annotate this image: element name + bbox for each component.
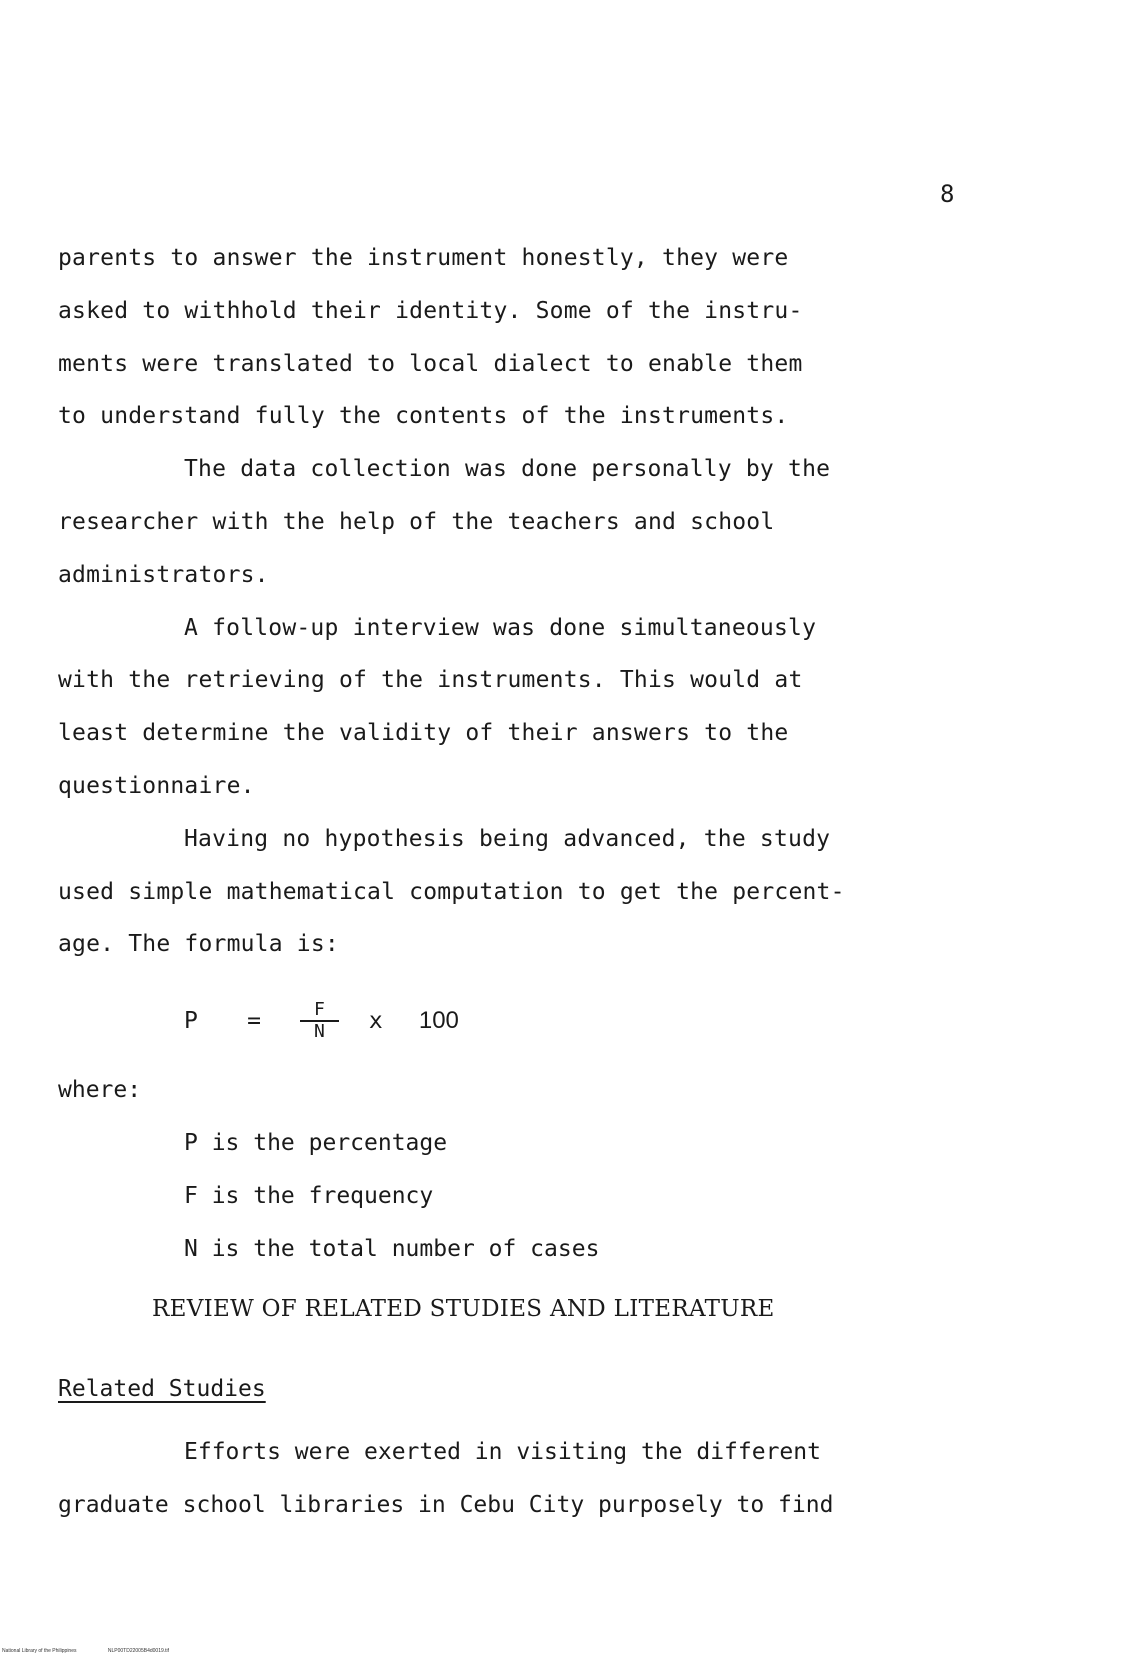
formula-lhs: P xyxy=(184,1008,198,1034)
paragraph-3-line-3: least determine the validity of their answers to the xyxy=(58,720,789,747)
footer-library: National Library of the Philippines xyxy=(2,1648,77,1654)
definition-f: F is the frequency xyxy=(184,1182,434,1209)
paragraph-1-line-4: to understand fully the contents of the instruments. xyxy=(58,403,789,430)
paragraph-1-line-1: parents to answer the instrument honestly, they were xyxy=(58,245,789,271)
formula-constant: 100 xyxy=(418,1007,459,1034)
paragraph-4-line-3: age. The formula is: xyxy=(58,931,339,958)
page-number: 8 xyxy=(940,180,955,208)
body-text xyxy=(58,232,978,971)
formula-equals: = xyxy=(247,1008,261,1034)
paragraph-3-line-2: with the retrieving of the instruments. This would at xyxy=(58,667,803,694)
paragraph-4-line-2: used simple mathematical computation to get the percent- xyxy=(58,878,845,905)
where-label: where: xyxy=(58,1077,142,1103)
closing-line-1: Efforts were exerted in visiting the different xyxy=(184,1439,821,1465)
paragraph-2-line-3: administrators. xyxy=(58,561,269,588)
closing-paragraph xyxy=(58,1426,833,1532)
percentage-formula xyxy=(184,995,459,1047)
closing-line-2: graduate school libraries in Cebu City purposely to find xyxy=(58,1491,834,1518)
scan-footer xyxy=(2,1648,199,1654)
paragraph-4-line-1: Having no hypothesis being advanced, the study xyxy=(184,825,831,852)
formula-times: x xyxy=(368,1008,383,1034)
paragraph-2-line-2: researcher with the help of the teachers and school xyxy=(58,508,775,535)
paragraph-3-line-4: questionnaire. xyxy=(58,772,255,799)
footer-file-id: NLP00TD22005B4d0019.tif xyxy=(107,1648,170,1654)
formula-denominator: N xyxy=(314,1021,325,1042)
definition-p: P is the percentage xyxy=(184,1130,448,1156)
paragraph-3-line-1: A follow-up interview was done simultaneously xyxy=(184,614,817,641)
definitions-list xyxy=(184,1117,599,1275)
paragraph-1-line-2: asked to withhold their identity. Some of the instru- xyxy=(58,297,803,324)
paragraph-1-line-3: ments were translated to local dialect to enable them xyxy=(58,350,803,377)
formula-numerator: F xyxy=(300,1001,339,1022)
section-title: REVIEW OF RELATED STUDIES AND LITERATURE xyxy=(152,1296,775,1322)
paragraph-2-line-1: The data collection was done personally by the xyxy=(184,456,831,483)
subheading-related-studies: Related Studies xyxy=(58,1376,266,1402)
formula-fraction xyxy=(300,1001,339,1041)
definition-n: N is the total number of cases xyxy=(184,1235,600,1262)
